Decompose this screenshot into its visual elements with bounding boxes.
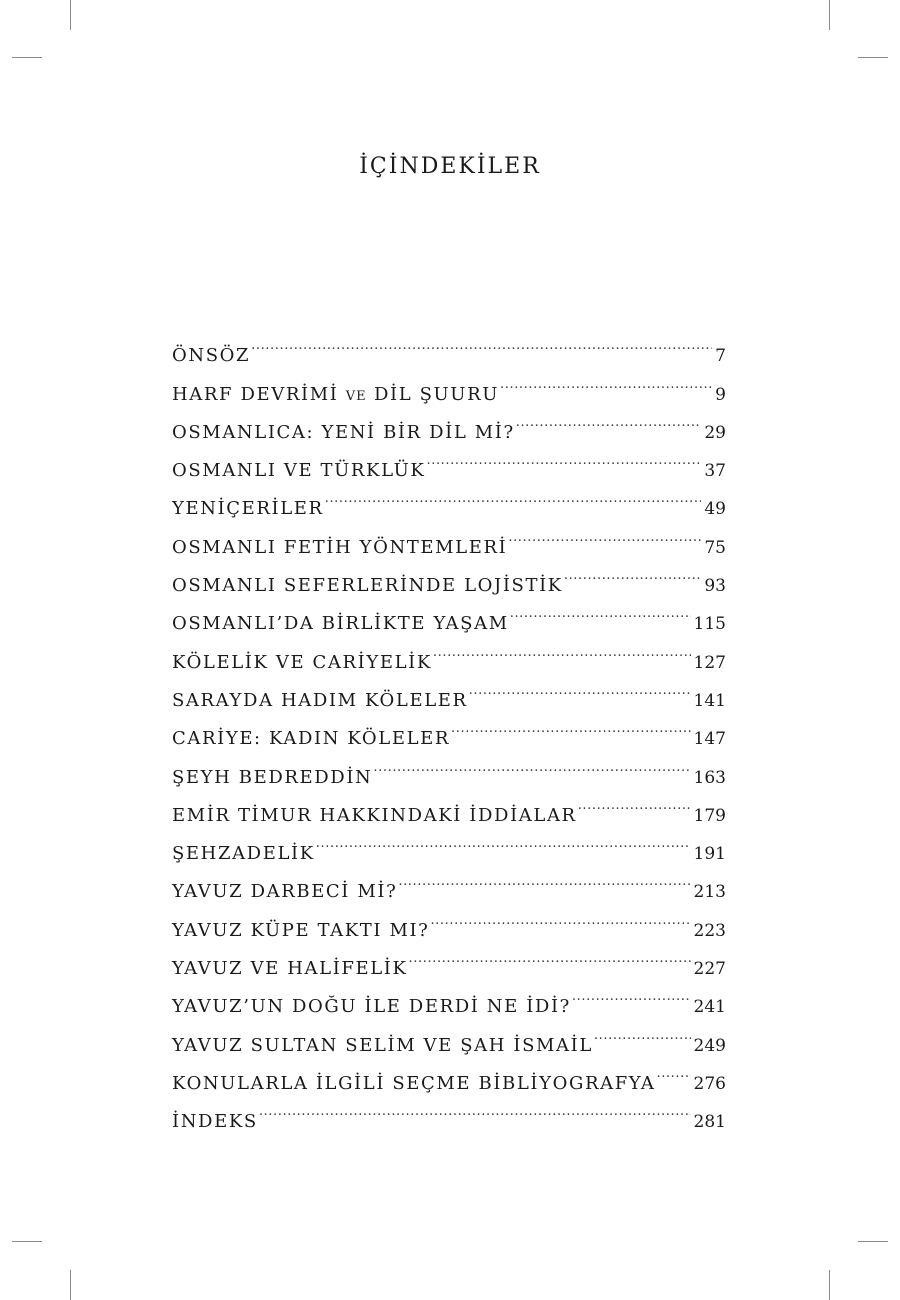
toc-page-number: 179 [693, 805, 726, 826]
toc-page-number: 276 [693, 1073, 726, 1094]
crop-mark-left-top [12, 57, 42, 58]
toc-leader-dots [572, 974, 691, 1012]
toc-page-number: 75 [704, 537, 726, 558]
toc-entry-title: ŞEYH BEDREDDİN [172, 766, 373, 788]
toc-entry [172, 323, 726, 367]
toc-entry-title: YAVUZ DARBECİ Mİ? [172, 881, 398, 903]
toc-entry [172, 361, 726, 405]
toc-leader-dots [469, 668, 691, 706]
page-title: İÇİNDEKİLER [359, 154, 541, 179]
toc-entry-title: İNDEKS [172, 1111, 258, 1133]
toc-page-number: 213 [693, 882, 726, 903]
toc-leader-dots [564, 553, 702, 591]
toc-page-number: 127 [693, 652, 726, 673]
toc-entry-title: OSMANLI’DA BİRLİKTE YAŞAM [172, 613, 509, 635]
toc-page-number: 7 [715, 346, 726, 367]
toc-leader-dots [500, 361, 712, 399]
toc-entry-title: YAVUZ VE HALİFELİK [172, 958, 408, 980]
toc-leader-dots [398, 859, 690, 897]
toc-page-number: 29 [704, 422, 726, 443]
toc-page-number: 9 [715, 384, 726, 405]
toc-leader-dots [433, 629, 691, 667]
toc-entry-title: SARAYDA HADIM KÖLELER [172, 689, 468, 711]
toc-entry-title [172, 376, 499, 416]
toc-page-number: 49 [704, 499, 726, 520]
toc-leader-dots [508, 514, 701, 552]
toc-entry-title: KÖLELİK VE CARİYELİK [172, 651, 432, 673]
toc-entry-title: OSMANLICA: YENİ BİR DİL Mİ? [172, 421, 515, 443]
toc-entry-title: OSMANLI SEFERLERİNDE LOJİSTİK [172, 575, 563, 597]
toc-leader-dots [516, 400, 702, 438]
toc-page-number: 241 [693, 997, 726, 1018]
toc-page-number: 227 [693, 959, 726, 980]
toc-page-number: 93 [704, 576, 726, 597]
toc-leader-dots [510, 591, 691, 629]
toc-page-number: 191 [693, 844, 726, 865]
toc-entry-title: ŞEHZADELİK [172, 843, 315, 865]
toc-entry-title: EMİR TİMUR HAKKINDAKİ İDDİALAR [172, 804, 577, 826]
toc-page-number: 147 [693, 729, 726, 750]
toc-entry-title: YENİÇERİLER [172, 498, 324, 520]
toc-entry-title-part: DİL ŞUURU [366, 383, 499, 405]
crop-mark-bottom-right [829, 1270, 830, 1300]
toc-entry-title: CARİYE: KADIN KÖLELER [172, 728, 451, 750]
crop-mark-top-right [829, 0, 830, 30]
toc-page-number: 281 [693, 1112, 726, 1133]
toc-leader-dots [259, 1089, 691, 1127]
toc-leader-dots [451, 706, 691, 744]
toc-entry-title: OSMANLI FETİH YÖNTEMLERİ [172, 536, 508, 558]
toc-leader-dots [430, 897, 690, 935]
toc-leader-dots [373, 744, 690, 782]
toc-page-number: 223 [693, 920, 726, 941]
toc-leader-dots [656, 1051, 690, 1089]
toc-entry-title-part: HARF DEVRİMİ [172, 383, 346, 405]
toc-leader-dots [426, 438, 701, 476]
crop-mark-top-left [70, 0, 71, 30]
toc-list [172, 323, 726, 1133]
toc-entry-title: YAVUZ KÜPE TAKTI MI? [172, 919, 430, 941]
toc-leader-dots [316, 821, 691, 859]
toc-entry-title: YAVUZ SULTAN SELİM VE ŞAH İSMAİL [172, 1034, 593, 1056]
toc-page-number: 37 [704, 461, 726, 482]
toc-leader-dots [325, 476, 702, 514]
toc-page-number: 141 [693, 690, 726, 711]
crop-mark-right-top [858, 57, 888, 58]
toc-leader-dots [594, 1012, 691, 1050]
toc-entry-title: YAVUZ’UN DOĞU İLE DERDİ NE İDİ? [172, 996, 571, 1018]
crop-mark-left-bottom [12, 1241, 42, 1242]
toc-entry-title: KONULARLA İLGİLİ SEÇME BİBLİYOGRAFYA [172, 1072, 656, 1094]
toc-leader-dots [251, 323, 712, 361]
toc-entry-title-small-caps: VE [345, 388, 367, 404]
toc-entry-title: ÖNSÖZ [172, 345, 251, 367]
toc-leader-dots [409, 936, 691, 974]
toc-leader-dots [578, 783, 691, 821]
toc-page-number: 249 [693, 1035, 726, 1056]
toc-page-number: 163 [693, 767, 726, 788]
crop-mark-bottom-left [70, 1270, 71, 1300]
toc-page-number: 115 [693, 614, 726, 635]
toc-entry-title: OSMANLI VE TÜRKLÜK [172, 460, 426, 482]
crop-mark-right-bottom [858, 1241, 888, 1242]
